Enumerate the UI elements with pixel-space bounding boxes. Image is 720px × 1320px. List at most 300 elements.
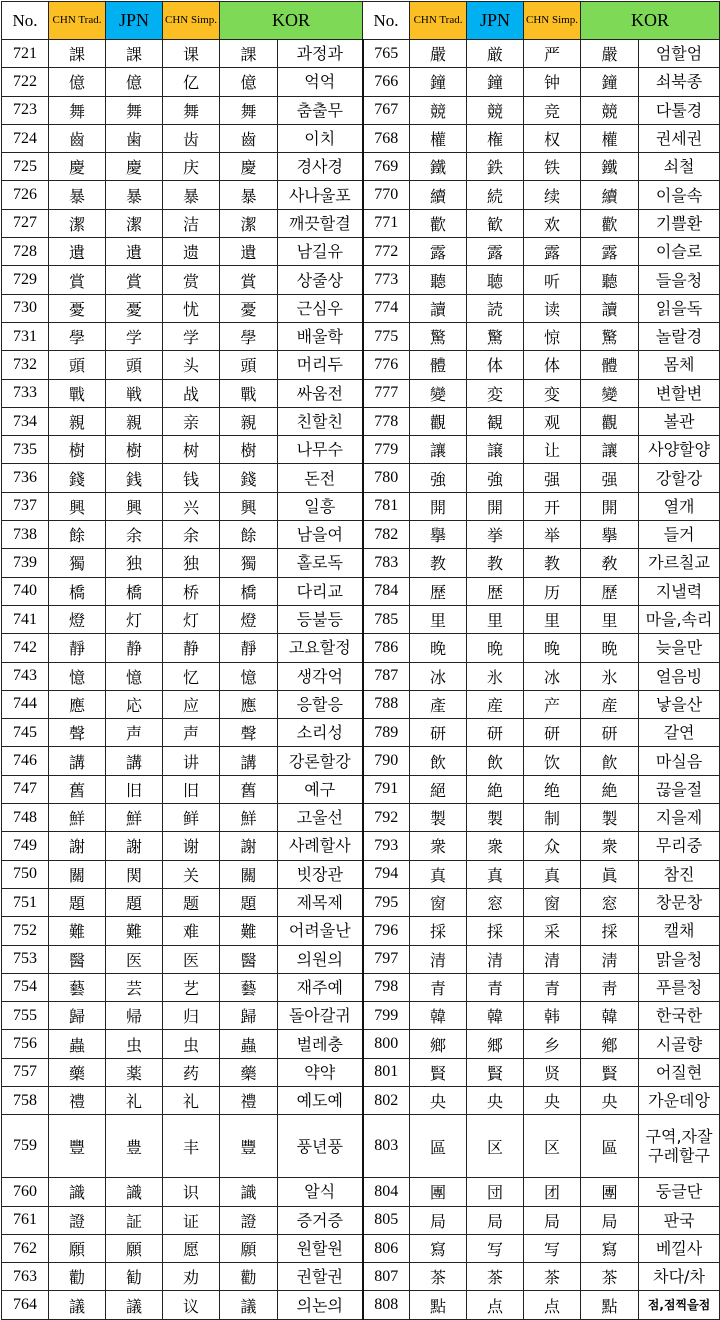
right-kor-reading-cell: 들을청 bbox=[639, 266, 720, 294]
left-chn-trad-cell: 暴 bbox=[49, 181, 106, 209]
left-no-cell: 746 bbox=[2, 747, 49, 775]
left-kor-hanja-cell: 聲 bbox=[220, 719, 278, 747]
right-jpn-cell: 清 bbox=[467, 945, 524, 973]
left-chn-simp-cell: 声 bbox=[163, 719, 220, 747]
right-chn-trad-cell: 聽 bbox=[410, 266, 467, 294]
right-kor-reading-cell: 몸체 bbox=[639, 351, 720, 379]
left-chn-simp-cell: 关 bbox=[163, 860, 220, 888]
right-jpn-cell: 茶 bbox=[467, 1263, 524, 1291]
left-jpn-cell: 課 bbox=[106, 40, 163, 68]
right-jpn-cell: 研 bbox=[467, 719, 524, 747]
right-chn-simp-cell: 铁 bbox=[524, 153, 581, 181]
right-kor-hanja-cell: 權 bbox=[581, 124, 639, 152]
table-row bbox=[2, 96, 720, 124]
right-chn-trad-cell: 賢 bbox=[410, 1058, 467, 1086]
right-chn-simp-cell: 区 bbox=[524, 1115, 581, 1178]
left-chn-simp-cell: 暴 bbox=[163, 181, 220, 209]
header-chn-simp-right: CHN Simp. bbox=[524, 2, 581, 40]
right-kor-reading-cell: 놀랄경 bbox=[639, 322, 720, 350]
right-kor-reading-cell: 권세권 bbox=[639, 124, 720, 152]
left-chn-trad-cell: 歸 bbox=[49, 1002, 106, 1030]
left-no-cell: 762 bbox=[2, 1234, 49, 1262]
left-chn-trad-cell: 講 bbox=[49, 747, 106, 775]
left-kor-reading-cell: 사례할사 bbox=[278, 832, 363, 860]
left-kor-reading-cell: 의논의 bbox=[278, 1291, 363, 1319]
left-chn-trad-cell: 親 bbox=[49, 407, 106, 435]
left-jpn-cell: 憂 bbox=[106, 294, 163, 322]
left-kor-reading-cell: 사나울포 bbox=[278, 181, 363, 209]
left-jpn-cell: 頭 bbox=[106, 351, 163, 379]
right-kor-reading-cell: 가운데앙 bbox=[639, 1086, 720, 1114]
right-chn-trad-cell: 強 bbox=[410, 464, 467, 492]
left-jpn-cell: 医 bbox=[106, 945, 163, 973]
left-jpn-cell: 勧 bbox=[106, 1263, 163, 1291]
left-chn-trad-cell: 蟲 bbox=[49, 1030, 106, 1058]
table-row bbox=[2, 436, 720, 464]
right-chn-simp-cell: 举 bbox=[524, 521, 581, 549]
right-kor-reading-cell: 읽을독 bbox=[639, 294, 720, 322]
left-no-cell: 736 bbox=[2, 464, 49, 492]
right-jpn-cell: 製 bbox=[467, 804, 524, 832]
left-chn-trad-cell: 戰 bbox=[49, 379, 106, 407]
left-chn-simp-cell: 讲 bbox=[163, 747, 220, 775]
right-kor-reading-cell: 마을,속리 bbox=[639, 605, 720, 633]
left-chn-simp-cell: 劝 bbox=[163, 1263, 220, 1291]
left-jpn-cell: 歯 bbox=[106, 124, 163, 152]
right-jpn-cell: 飲 bbox=[467, 747, 524, 775]
left-kor-hanja-cell: 餘 bbox=[220, 521, 278, 549]
right-chn-trad-cell: 產 bbox=[410, 690, 467, 718]
right-chn-simp-cell: 青 bbox=[524, 973, 581, 1001]
header-jpn-right: JPN bbox=[467, 2, 524, 40]
right-no-cell: 802 bbox=[363, 1086, 410, 1114]
left-no-cell: 751 bbox=[2, 888, 49, 916]
right-jpn-cell: 厳 bbox=[467, 40, 524, 68]
right-kor-reading-cell: 쇠북종 bbox=[639, 68, 720, 96]
left-jpn-cell: 遺 bbox=[106, 238, 163, 266]
right-no-cell: 807 bbox=[363, 1263, 410, 1291]
table-row bbox=[2, 68, 720, 96]
left-no-cell: 739 bbox=[2, 549, 49, 577]
left-chn-trad-cell: 勸 bbox=[49, 1263, 106, 1291]
right-kor-reading-cell: 한국한 bbox=[639, 1002, 720, 1030]
left-kor-reading-cell: 억억 bbox=[278, 68, 363, 96]
right-chn-trad-cell: 權 bbox=[410, 124, 467, 152]
right-chn-simp-cell: 冰 bbox=[524, 662, 581, 690]
right-kor-reading-cell: 낳을산 bbox=[639, 690, 720, 718]
right-chn-trad-cell: 體 bbox=[410, 351, 467, 379]
left-jpn-cell: 橋 bbox=[106, 577, 163, 605]
left-no-cell: 741 bbox=[2, 605, 49, 633]
left-chn-trad-cell: 謝 bbox=[49, 832, 106, 860]
left-jpn-cell: 応 bbox=[106, 690, 163, 718]
right-chn-simp-cell: 点 bbox=[524, 1291, 581, 1319]
right-kor-reading-cell: 열개 bbox=[639, 492, 720, 520]
left-chn-simp-cell: 余 bbox=[163, 521, 220, 549]
left-chn-simp-cell: 灯 bbox=[163, 605, 220, 633]
left-jpn-cell: 学 bbox=[106, 322, 163, 350]
left-kor-reading-cell: 일흥 bbox=[278, 492, 363, 520]
left-no-cell: 737 bbox=[2, 492, 49, 520]
left-chn-simp-cell: 亲 bbox=[163, 407, 220, 435]
right-chn-simp-cell: 严 bbox=[524, 40, 581, 68]
right-jpn-cell: 団 bbox=[467, 1178, 524, 1206]
left-kor-hanja-cell: 潔 bbox=[220, 209, 278, 237]
left-jpn-cell: 帰 bbox=[106, 1002, 163, 1030]
left-chn-simp-cell: 舞 bbox=[163, 96, 220, 124]
left-chn-trad-cell: 豐 bbox=[49, 1115, 106, 1178]
left-chn-simp-cell: 忧 bbox=[163, 294, 220, 322]
right-chn-trad-cell: 嚴 bbox=[410, 40, 467, 68]
left-kor-hanja-cell: 憂 bbox=[220, 294, 278, 322]
right-no-cell: 790 bbox=[363, 747, 410, 775]
left-no-cell: 744 bbox=[2, 690, 49, 718]
left-no-cell: 721 bbox=[2, 40, 49, 68]
left-jpn-cell: 声 bbox=[106, 719, 163, 747]
right-jpn-cell: 読 bbox=[467, 294, 524, 322]
left-chn-simp-cell: 赏 bbox=[163, 266, 220, 294]
left-jpn-cell: 薬 bbox=[106, 1058, 163, 1086]
right-chn-simp-cell: 续 bbox=[524, 181, 581, 209]
left-kor-hanja-cell: 慶 bbox=[220, 153, 278, 181]
left-chn-simp-cell: 题 bbox=[163, 888, 220, 916]
right-chn-simp-cell: 变 bbox=[524, 379, 581, 407]
right-kor-reading-cell: 판국 bbox=[639, 1206, 720, 1234]
right-kor-hanja-cell: 鄕 bbox=[581, 1030, 639, 1058]
right-no-cell: 803 bbox=[363, 1115, 410, 1178]
left-kor-reading-cell: 의원의 bbox=[278, 945, 363, 973]
left-chn-trad-cell: 餘 bbox=[49, 521, 106, 549]
table-row bbox=[2, 832, 720, 860]
right-chn-trad-cell: 絕 bbox=[410, 775, 467, 803]
left-kor-hanja-cell: 橋 bbox=[220, 577, 278, 605]
right-no-cell: 782 bbox=[363, 521, 410, 549]
left-kor-reading-cell: 풍년풍 bbox=[278, 1115, 363, 1178]
left-kor-reading-cell: 원할원 bbox=[278, 1234, 363, 1262]
hanja-comparison-table bbox=[1, 1, 720, 1320]
header-chn-simp-left: CHN Simp. bbox=[163, 2, 220, 40]
left-jpn-cell: 鮮 bbox=[106, 804, 163, 832]
right-no-cell: 777 bbox=[363, 379, 410, 407]
right-chn-simp-cell: 众 bbox=[524, 832, 581, 860]
right-jpn-cell: 局 bbox=[467, 1206, 524, 1234]
right-kor-hanja-cell: 續 bbox=[581, 181, 639, 209]
left-no-cell: 757 bbox=[2, 1058, 49, 1086]
right-no-cell: 767 bbox=[363, 96, 410, 124]
left-kor-reading-cell: 예구 bbox=[278, 775, 363, 803]
left-jpn-cell: 親 bbox=[106, 407, 163, 435]
table-row bbox=[2, 888, 720, 916]
left-kor-hanja-cell: 賞 bbox=[220, 266, 278, 294]
left-no-cell: 732 bbox=[2, 351, 49, 379]
right-jpn-cell: 変 bbox=[467, 379, 524, 407]
right-kor-reading-cell: 이슬로 bbox=[639, 238, 720, 266]
right-kor-hanja-cell: 製 bbox=[581, 804, 639, 832]
right-kor-reading-cell: 변할변 bbox=[639, 379, 720, 407]
table-row bbox=[2, 1058, 720, 1086]
right-chn-simp-cell: 历 bbox=[524, 577, 581, 605]
right-chn-trad-cell: 露 bbox=[410, 238, 467, 266]
right-kor-hanja-cell: 歡 bbox=[581, 209, 639, 237]
right-kor-hanja-cell: 點 bbox=[581, 1291, 639, 1319]
left-kor-hanja-cell: 舞 bbox=[220, 96, 278, 124]
right-chn-trad-cell: 讀 bbox=[410, 294, 467, 322]
table-row bbox=[2, 1206, 720, 1234]
right-chn-trad-cell: 歡 bbox=[410, 209, 467, 237]
right-chn-trad-cell: 區 bbox=[410, 1115, 467, 1178]
left-kor-reading-cell: 근심우 bbox=[278, 294, 363, 322]
right-no-cell: 773 bbox=[363, 266, 410, 294]
right-kor-reading-cell: 들거 bbox=[639, 521, 720, 549]
right-jpn-cell: 歴 bbox=[467, 577, 524, 605]
right-kor-hanja-cell: 晩 bbox=[581, 634, 639, 662]
left-kor-reading-cell: 친할친 bbox=[278, 407, 363, 435]
header-no-left: No. bbox=[2, 2, 49, 40]
left-kor-reading-cell: 싸움전 bbox=[278, 379, 363, 407]
right-no-cell: 778 bbox=[363, 407, 410, 435]
right-chn-trad-cell: 寫 bbox=[410, 1234, 467, 1262]
right-no-cell: 806 bbox=[363, 1234, 410, 1262]
right-kor-hanja-cell: 飮 bbox=[581, 747, 639, 775]
left-kor-reading-cell: 등불등 bbox=[278, 605, 363, 633]
right-chn-simp-cell: 观 bbox=[524, 407, 581, 435]
right-chn-simp-cell: 绝 bbox=[524, 775, 581, 803]
right-jpn-cell: 賢 bbox=[467, 1058, 524, 1086]
right-no-cell: 787 bbox=[363, 662, 410, 690]
left-no-cell: 759 bbox=[2, 1115, 49, 1178]
right-chn-simp-cell: 央 bbox=[524, 1086, 581, 1114]
right-kor-reading-cell: 어질현 bbox=[639, 1058, 720, 1086]
right-kor-reading-cell: 점,점찍을점 bbox=[639, 1291, 720, 1319]
left-kor-hanja-cell: 歸 bbox=[220, 1002, 278, 1030]
right-no-cell: 789 bbox=[363, 719, 410, 747]
right-kor-hanja-cell: 露 bbox=[581, 238, 639, 266]
right-no-cell: 796 bbox=[363, 917, 410, 945]
right-kor-hanja-cell: 淸 bbox=[581, 945, 639, 973]
right-jpn-cell: 晩 bbox=[467, 634, 524, 662]
left-jpn-cell: 潔 bbox=[106, 209, 163, 237]
right-chn-trad-cell: 歷 bbox=[410, 577, 467, 605]
left-chn-simp-cell: 虫 bbox=[163, 1030, 220, 1058]
right-jpn-cell: 聴 bbox=[467, 266, 524, 294]
left-kor-hanja-cell: 講 bbox=[220, 747, 278, 775]
left-jpn-cell: 興 bbox=[106, 492, 163, 520]
right-kor-hanja-cell: 觀 bbox=[581, 407, 639, 435]
left-no-cell: 740 bbox=[2, 577, 49, 605]
right-chn-simp-cell: 钟 bbox=[524, 68, 581, 96]
table-row bbox=[2, 747, 720, 775]
right-chn-simp-cell: 里 bbox=[524, 605, 581, 633]
right-kor-hanja-cell: 央 bbox=[581, 1086, 639, 1114]
right-chn-trad-cell: 衆 bbox=[410, 832, 467, 860]
left-chn-simp-cell: 议 bbox=[163, 1291, 220, 1319]
right-kor-reading-cell: 끊을절 bbox=[639, 775, 720, 803]
left-kor-reading-cell: 고울선 bbox=[278, 804, 363, 832]
right-chn-simp-cell: 局 bbox=[524, 1206, 581, 1234]
table-row bbox=[2, 322, 720, 350]
right-no-cell: 795 bbox=[363, 888, 410, 916]
right-kor-reading-cell: 캘채 bbox=[639, 917, 720, 945]
right-chn-trad-cell: 採 bbox=[410, 917, 467, 945]
right-chn-simp-cell: 权 bbox=[524, 124, 581, 152]
right-kor-hanja-cell: 靑 bbox=[581, 973, 639, 1001]
left-chn-simp-cell: 艺 bbox=[163, 973, 220, 1001]
left-kor-hanja-cell: 豐 bbox=[220, 1115, 278, 1178]
left-kor-hanja-cell: 謝 bbox=[220, 832, 278, 860]
right-chn-simp-cell: 强 bbox=[524, 464, 581, 492]
right-chn-simp-cell: 晚 bbox=[524, 634, 581, 662]
right-chn-simp-cell: 惊 bbox=[524, 322, 581, 350]
table-row bbox=[2, 351, 720, 379]
left-jpn-cell: 謝 bbox=[106, 832, 163, 860]
right-kor-hanja-cell: 聽 bbox=[581, 266, 639, 294]
left-kor-reading-cell: 재주예 bbox=[278, 973, 363, 1001]
left-kor-reading-cell: 경사경 bbox=[278, 153, 363, 181]
left-jpn-cell: 独 bbox=[106, 549, 163, 577]
right-chn-simp-cell: 韩 bbox=[524, 1002, 581, 1030]
left-no-cell: 731 bbox=[2, 322, 49, 350]
left-chn-trad-cell: 憂 bbox=[49, 294, 106, 322]
left-no-cell: 761 bbox=[2, 1206, 49, 1234]
right-kor-reading-cell: 사양할양 bbox=[639, 436, 720, 464]
left-chn-trad-cell: 億 bbox=[49, 68, 106, 96]
left-kor-hanja-cell: 憶 bbox=[220, 662, 278, 690]
table-row bbox=[2, 1291, 720, 1319]
right-kor-reading-cell: 마실음 bbox=[639, 747, 720, 775]
left-jpn-cell: 樹 bbox=[106, 436, 163, 464]
right-jpn-cell: 絶 bbox=[467, 775, 524, 803]
right-kor-reading-cell: 강할강 bbox=[639, 464, 720, 492]
left-no-cell: 729 bbox=[2, 266, 49, 294]
right-chn-trad-cell: 茶 bbox=[410, 1263, 467, 1291]
table-row bbox=[2, 464, 720, 492]
left-chn-trad-cell: 興 bbox=[49, 492, 106, 520]
left-jpn-cell: 礼 bbox=[106, 1086, 163, 1114]
left-jpn-cell: 賞 bbox=[106, 266, 163, 294]
left-chn-simp-cell: 应 bbox=[163, 690, 220, 718]
left-kor-hanja-cell: 議 bbox=[220, 1291, 278, 1319]
right-kor-reading-cell: 베낄사 bbox=[639, 1234, 720, 1262]
table-row bbox=[2, 973, 720, 1001]
left-chn-trad-cell: 齒 bbox=[49, 124, 106, 152]
left-chn-trad-cell: 願 bbox=[49, 1234, 106, 1262]
header-no-right: No. bbox=[363, 2, 410, 40]
left-kor-hanja-cell: 親 bbox=[220, 407, 278, 435]
left-kor-reading-cell: 머리두 bbox=[278, 351, 363, 379]
right-kor-reading-cell: 볼관 bbox=[639, 407, 720, 435]
left-kor-hanja-cell: 禮 bbox=[220, 1086, 278, 1114]
right-jpn-cell: 続 bbox=[467, 181, 524, 209]
left-jpn-cell: 静 bbox=[106, 634, 163, 662]
left-no-cell: 728 bbox=[2, 238, 49, 266]
left-kor-hanja-cell: 難 bbox=[220, 917, 278, 945]
right-kor-hanja-cell: 寫 bbox=[581, 1234, 639, 1262]
left-chn-simp-cell: 钱 bbox=[163, 464, 220, 492]
right-kor-hanja-cell: 局 bbox=[581, 1206, 639, 1234]
table-row bbox=[2, 379, 720, 407]
left-kor-reading-cell: 나무수 bbox=[278, 436, 363, 464]
right-kor-hanja-cell: 窓 bbox=[581, 888, 639, 916]
right-kor-hanja-cell: 體 bbox=[581, 351, 639, 379]
left-no-cell: 735 bbox=[2, 436, 49, 464]
right-chn-trad-cell: 競 bbox=[410, 96, 467, 124]
left-chn-simp-cell: 独 bbox=[163, 549, 220, 577]
left-kor-hanja-cell: 暴 bbox=[220, 181, 278, 209]
left-kor-reading-cell: 남을여 bbox=[278, 521, 363, 549]
right-kor-hanja-cell: 韓 bbox=[581, 1002, 639, 1030]
left-jpn-cell: 芸 bbox=[106, 973, 163, 1001]
right-jpn-cell: 開 bbox=[467, 492, 524, 520]
right-jpn-cell: 窓 bbox=[467, 888, 524, 916]
right-no-cell: 797 bbox=[363, 945, 410, 973]
right-chn-simp-cell: 读 bbox=[524, 294, 581, 322]
right-chn-trad-cell: 飲 bbox=[410, 747, 467, 775]
right-no-cell: 783 bbox=[363, 549, 410, 577]
right-chn-simp-cell: 教 bbox=[524, 549, 581, 577]
left-chn-trad-cell: 學 bbox=[49, 322, 106, 350]
left-kor-hanja-cell: 蟲 bbox=[220, 1030, 278, 1058]
right-chn-simp-cell: 竞 bbox=[524, 96, 581, 124]
right-kor-reading-cell: 기쁠환 bbox=[639, 209, 720, 237]
table-row bbox=[2, 153, 720, 181]
left-chn-trad-cell: 藝 bbox=[49, 973, 106, 1001]
right-no-cell: 784 bbox=[363, 577, 410, 605]
right-chn-trad-cell: 真 bbox=[410, 860, 467, 888]
left-chn-simp-cell: 愿 bbox=[163, 1234, 220, 1262]
right-chn-simp-cell: 贤 bbox=[524, 1058, 581, 1086]
left-no-cell: 748 bbox=[2, 804, 49, 832]
left-no-cell: 733 bbox=[2, 379, 49, 407]
table-row bbox=[2, 690, 720, 718]
right-chn-trad-cell: 讓 bbox=[410, 436, 467, 464]
right-kor-reading-cell: 얼음빙 bbox=[639, 662, 720, 690]
table-row bbox=[2, 1002, 720, 1030]
left-no-cell: 730 bbox=[2, 294, 49, 322]
right-jpn-cell: 観 bbox=[467, 407, 524, 435]
left-kor-hanja-cell: 關 bbox=[220, 860, 278, 888]
right-kor-reading-cell: 맑을청 bbox=[639, 945, 720, 973]
right-chn-trad-cell: 驚 bbox=[410, 322, 467, 350]
right-jpn-cell: 氷 bbox=[467, 662, 524, 690]
right-no-cell: 798 bbox=[363, 973, 410, 1001]
right-kor-hanja-cell: 敎 bbox=[581, 549, 639, 577]
table-row bbox=[2, 124, 720, 152]
left-no-cell: 758 bbox=[2, 1086, 49, 1114]
left-chn-simp-cell: 头 bbox=[163, 351, 220, 379]
right-kor-hanja-cell: 鐵 bbox=[581, 153, 639, 181]
left-jpn-cell: 億 bbox=[106, 68, 163, 96]
left-kor-hanja-cell: 戰 bbox=[220, 379, 278, 407]
right-kor-reading-cell: 지을제 bbox=[639, 804, 720, 832]
header-chn-trad-left: CHN Trad. bbox=[49, 2, 106, 40]
header-chn-trad-right: CHN Trad. bbox=[410, 2, 467, 40]
left-chn-trad-cell: 醫 bbox=[49, 945, 106, 973]
left-kor-reading-cell: 생각억 bbox=[278, 662, 363, 690]
right-kor-reading-cell: 무리중 bbox=[639, 832, 720, 860]
table-row bbox=[2, 1234, 720, 1262]
right-kor-reading-cell: 엄할엄 bbox=[639, 40, 720, 68]
left-kor-hanja-cell: 課 bbox=[220, 40, 278, 68]
left-chn-simp-cell: 谢 bbox=[163, 832, 220, 860]
left-kor-hanja-cell: 醫 bbox=[220, 945, 278, 973]
right-chn-trad-cell: 韓 bbox=[410, 1002, 467, 1030]
right-chn-trad-cell: 研 bbox=[410, 719, 467, 747]
left-kor-reading-cell: 권할권 bbox=[278, 1263, 363, 1291]
right-no-cell: 801 bbox=[363, 1058, 410, 1086]
right-chn-trad-cell: 變 bbox=[410, 379, 467, 407]
right-chn-trad-cell: 央 bbox=[410, 1086, 467, 1114]
table-row bbox=[2, 860, 720, 888]
